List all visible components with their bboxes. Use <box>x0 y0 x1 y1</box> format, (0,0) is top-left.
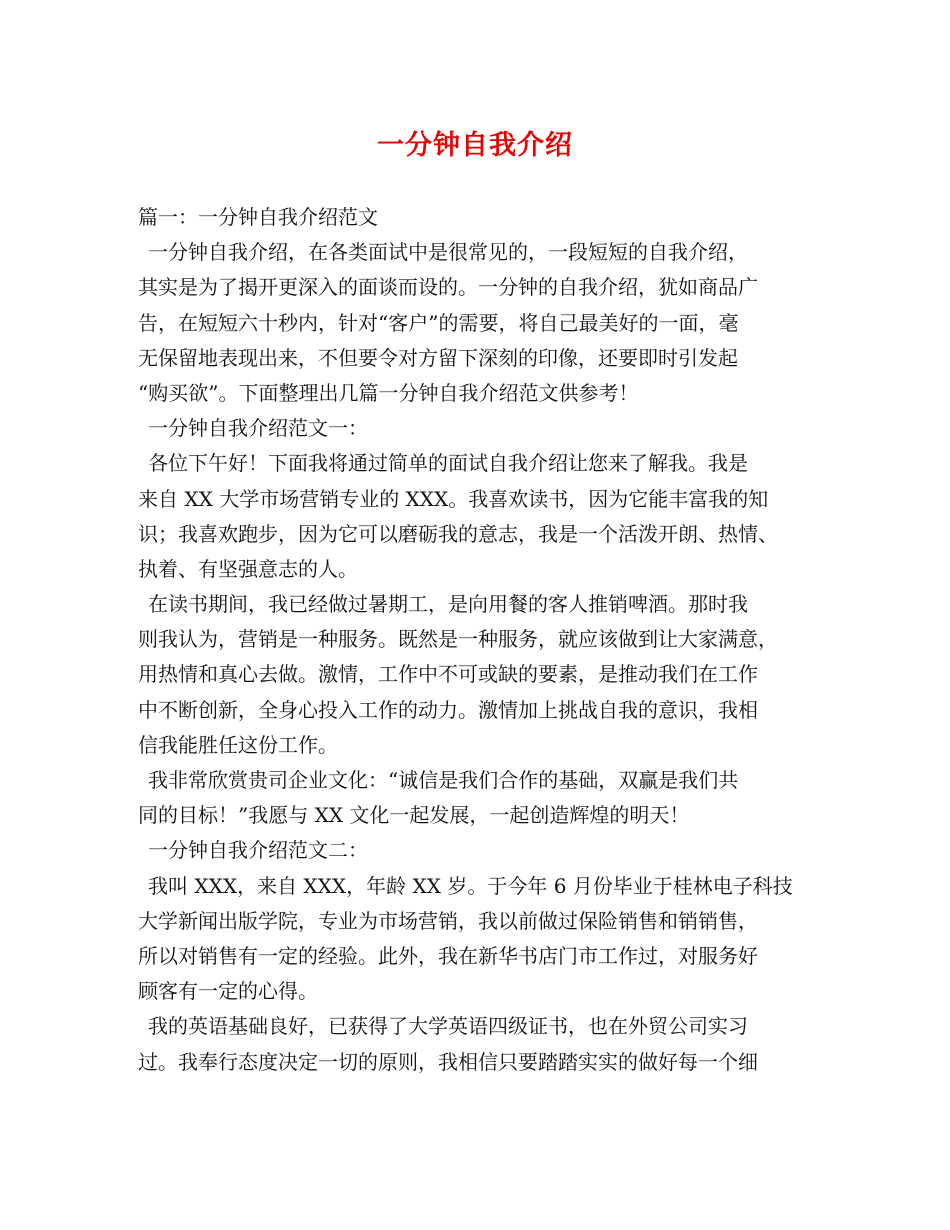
text-line: 大学新闻出版学院，专业为市场营销，我以前做过保险销售和销销售， <box>138 908 758 933</box>
text-line: 一分钟自我介绍，在各类面试中是很常见的，一段短短的自我介绍， <box>148 240 748 265</box>
text-line: 过。我奉行态度决定一切的原则，我相信只要踏踏实实的做好每一个细 <box>138 1049 758 1074</box>
text-line: 用热情和真心去做。激情，工作中不可或缺的要素，是推动我们在工作 <box>138 662 758 687</box>
text-line: 我叫 XXX，来自 XXX，年龄 XX 岁。于今年 6 月份毕业于桂林电子科技 <box>148 873 793 898</box>
text-line: 识；我喜欢跑步，因为它可以磨砺我的意志，我是一个活泼开朗、热情、 <box>138 521 778 546</box>
text-line: 所以对销售有一定的经验。此外，我在新华书店门市工作过，对服务好 <box>138 943 758 968</box>
text-line: 其实是为了揭开更深入的面谈而设的。一分钟的自我介绍，犹如商品广 <box>138 275 758 300</box>
text-line: 一分钟自我介绍范文二： <box>148 838 368 863</box>
text-line: 同的目标！”我愿与 XX 文化一起发展，一起创造辉煌的明天！ <box>138 803 690 828</box>
text-line: 篇一：一分钟自我介绍范文 <box>138 205 378 229</box>
text-line: 信我能胜任这份工作。 <box>138 732 338 757</box>
text-line: 顾客有一定的心得。 <box>138 979 318 1004</box>
text-line: 来自 XX 大学市场营销专业的 XXX。我喜欢读书，因为它能丰富我的知 <box>138 486 769 511</box>
document-body <box>138 200 828 1080</box>
text-line: 告，在短短六十秒内，针对“客户”的需要，将自己最美好的一面，毫 <box>138 310 739 335</box>
text-line: “购买欲”。下面整理出几篇一分钟自我介绍范文供参考！ <box>138 380 639 405</box>
text-line: 我的英语基础良好，已获得了大学英语四级证书，也在外贸公司实习 <box>148 1014 748 1039</box>
text-line: 中不断创新，全身心投入工作的动力。激情加上挑战自我的意识，我相 <box>138 697 758 722</box>
text-line: 则我认为，营销是一种服务。既然是一种服务，就应该做到让大家满意， <box>138 627 778 652</box>
document-title: 一分钟自我介绍 <box>377 130 573 161</box>
text-line: 在读书期间，我已经做过暑期工，是向用餐的客人推销啤酒。那时我 <box>148 592 748 617</box>
text-line: 我非常欣赏贵司企业文化：“诚信是我们合作的基础，双赢是我们共 <box>148 768 739 792</box>
text-line: 无保留地表现出来，不但要令对方留下深刻的印像，还要即时引发起 <box>138 345 738 370</box>
text-line: 一分钟自我介绍范文一： <box>148 416 368 441</box>
text-line: 各位下午好！下面我将通过简单的面试自我介绍让您来了解我。我是 <box>148 451 748 476</box>
text-line: 执着、有坚强意志的人。 <box>138 556 358 581</box>
